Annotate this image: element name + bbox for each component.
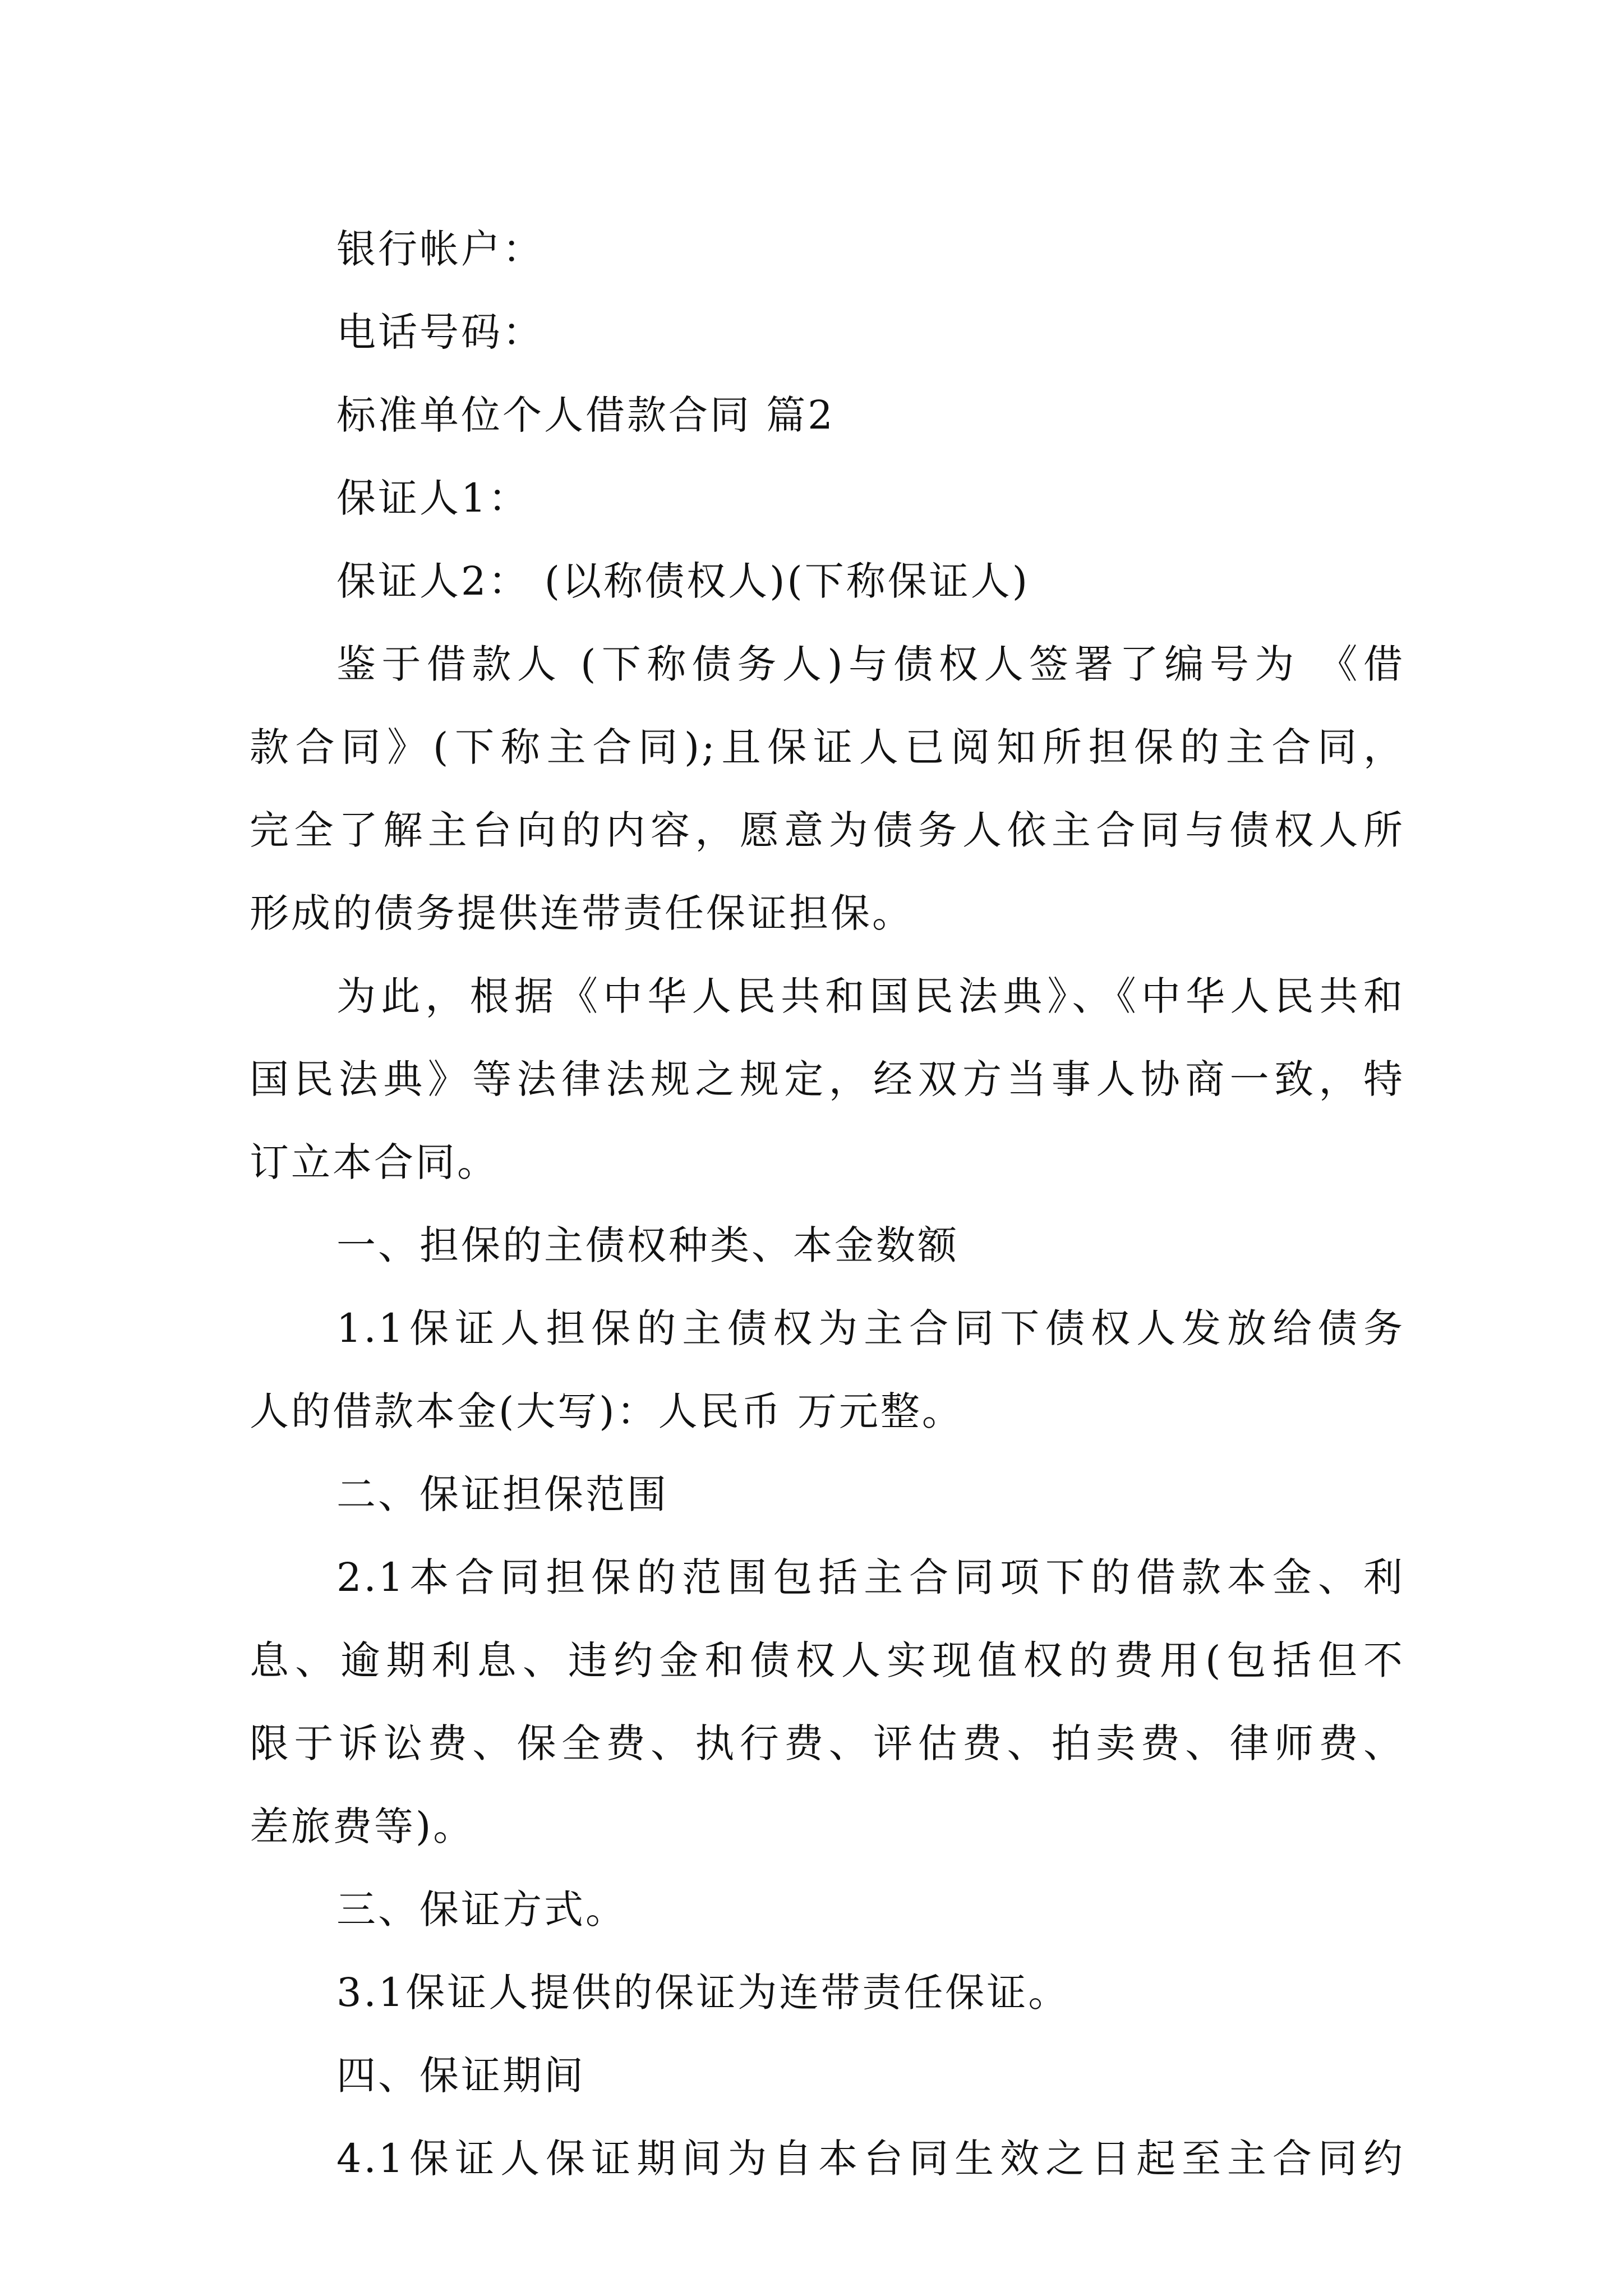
section-heading: 一、担保的主债权种类、本金数额: [336, 1222, 959, 1268]
text-line: 国民法典》等法律法规之规定，经双方当事人协商一致，特: [250, 1056, 1405, 1102]
text-line: 2.1本合同担保的范围包括主合同项下的借款本金、利: [336, 1554, 1405, 1600]
text-line: 形成的债务提供连带责任保证担保。: [250, 890, 914, 936]
section-heading: 四、保证期间: [336, 2053, 585, 2099]
text-line: 人的借款本金(大写)：人民币 万元整。: [250, 1388, 963, 1434]
section-heading: 二、保证担保范围: [336, 1471, 668, 1517]
text-line: 为此，根据《中华人民共和国民法典》、《中华人民共和: [336, 973, 1405, 1019]
text-line: 保证人1：: [336, 475, 530, 521]
text-line: 电话号码：: [336, 309, 544, 355]
section-heading: 三、保证方式。: [336, 1887, 627, 1932]
text-line: 1.1保证人担保的主债权为主合同下债权人发放给债务: [336, 1305, 1405, 1351]
text-line: 鉴于借款人 (下称债务人)与债权人签署了编号为 《借: [336, 641, 1405, 687]
document-body: [250, 208, 1405, 2200]
text-line: 订立本合同。: [250, 1139, 499, 1185]
section-heading: 标准单位个人借款合同 篇2: [336, 392, 835, 438]
text-line: 4.1保证人保证期间为自本台同生效之日起至主合同约: [336, 2136, 1405, 2182]
text-line: 3.1保证人提供的保证为连带责任保证。: [336, 1970, 1070, 2016]
text-line: 限于诉讼费、保全费、执行费、评估费、拍卖费、律师费、: [250, 1720, 1405, 1766]
text-line: 差旅费等)。: [250, 1803, 475, 1849]
text-line: 银行帐户：: [336, 226, 544, 272]
text-line: 息、逾期利息、违约金和债权人实现值权的费用(包括但不: [250, 1637, 1405, 1683]
text-line: 完全了解主台向的内容，愿意为债务人依主合同与债权人所: [250, 807, 1405, 853]
text-line: 款合同》(下称主合同);且保证人已阅知所担保的主合同，: [250, 724, 1405, 770]
text-line: 保证人2： (以称债权人)(下称保证人): [336, 558, 1030, 604]
